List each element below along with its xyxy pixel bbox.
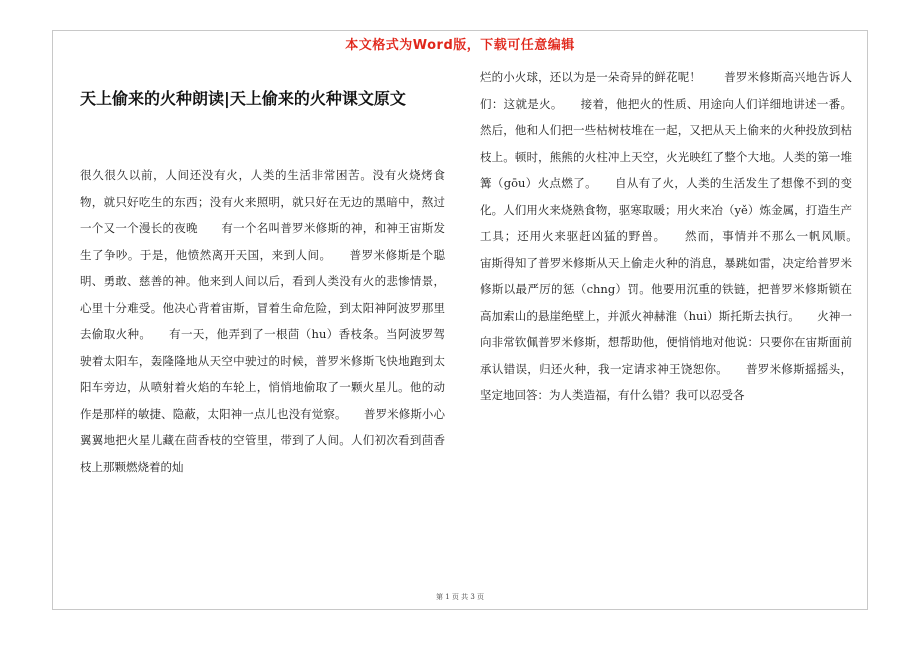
document-title: 天上偷来的火种朗读|天上偷来的火种课文原文 (80, 89, 406, 108)
word-format-banner: 本文格式为Word版，下载可任意编辑 (345, 38, 575, 53)
page-footer: 第 1 页 共 3 页 (435, 593, 485, 601)
right-column (480, 64, 875, 409)
right-column-text: 烂的小火球，还以为是一朵奇异的鲜花呢！ 普罗米修斯高兴地告诉人们：这就是火。 接着，他把火的性质、用途向人们详细地讲述一番。然后，他和人们把一些枯树枝堆在一起，又把从天上偷来的火种投放到枯枝上。顿时，熊熊的火柱冲上天空，火光映红了整个大地。人类的第一堆篝（gōu）火点燃了。 自从有了火，人类的生活发生了想像不到的变化。人们用火来烧熟食物，驱寒取暖；用火来冶（yě）炼金属，打造生产工具；还用火来驱赶凶猛的野兽。 然而，事情并不那么一帆风顺。 宙斯得知了普罗米修斯从天上偷走火种的消息，暴跳如雷，决定给普罗米修斯以最严厉的惩（chng）罚。他要用沉重的铁链，把普罗米修斯锁在高加索山的悬崖绝壁上，并派火神赫淮（hui）斯托斯去执行。 火神一向非常钦佩普罗米修斯，想帮助他，便悄悄地对他说：只要你在宙斯面前承认错误，归还火种，我一定请求神王饶恕你。 普罗米修斯摇摇头，坚定地回答：为人类造福，有什么错？我可以忍受各 (480, 70, 875, 402)
left-column (80, 162, 445, 480)
left-column-text: 很久很久以前，人间还没有火，人类的生活非常困苦。没有火烧烤食物，就只好吃生的东西；没有火来照明，就只好在无边的黑暗中，熬过一个又一个漫长的夜晚 有一个名叫普罗米修斯的神，和神王宙斯发生了争吵。于是，他愤然离开天国，来到人间。 普罗米修斯是个聪明、勇敢、慈善的神。他来到人间以后，看到人类没有火的悲惨情景，心里十分难受。他决心背着宙斯，冒着生命危险，到太阳神阿波罗那里去偷取火种。 有一天，他弄到了一根茴（hu）香枝条。当阿波罗驾驶着太阳车，轰隆隆地从天空中驶过的时候，普罗米修斯飞快地跑到太阳车旁边，从喷射着火焰的车轮上，悄悄地偷取了一颗火星儿。他的动作是那样的敏捷、隐蔽，太阳神一点儿也没有觉察。 普罗米修斯小心翼翼地把火星儿藏在茴香枝的空管里，带到了人间。人们初次看到茴香枝上那颗燃烧着的灿 (80, 168, 445, 474)
